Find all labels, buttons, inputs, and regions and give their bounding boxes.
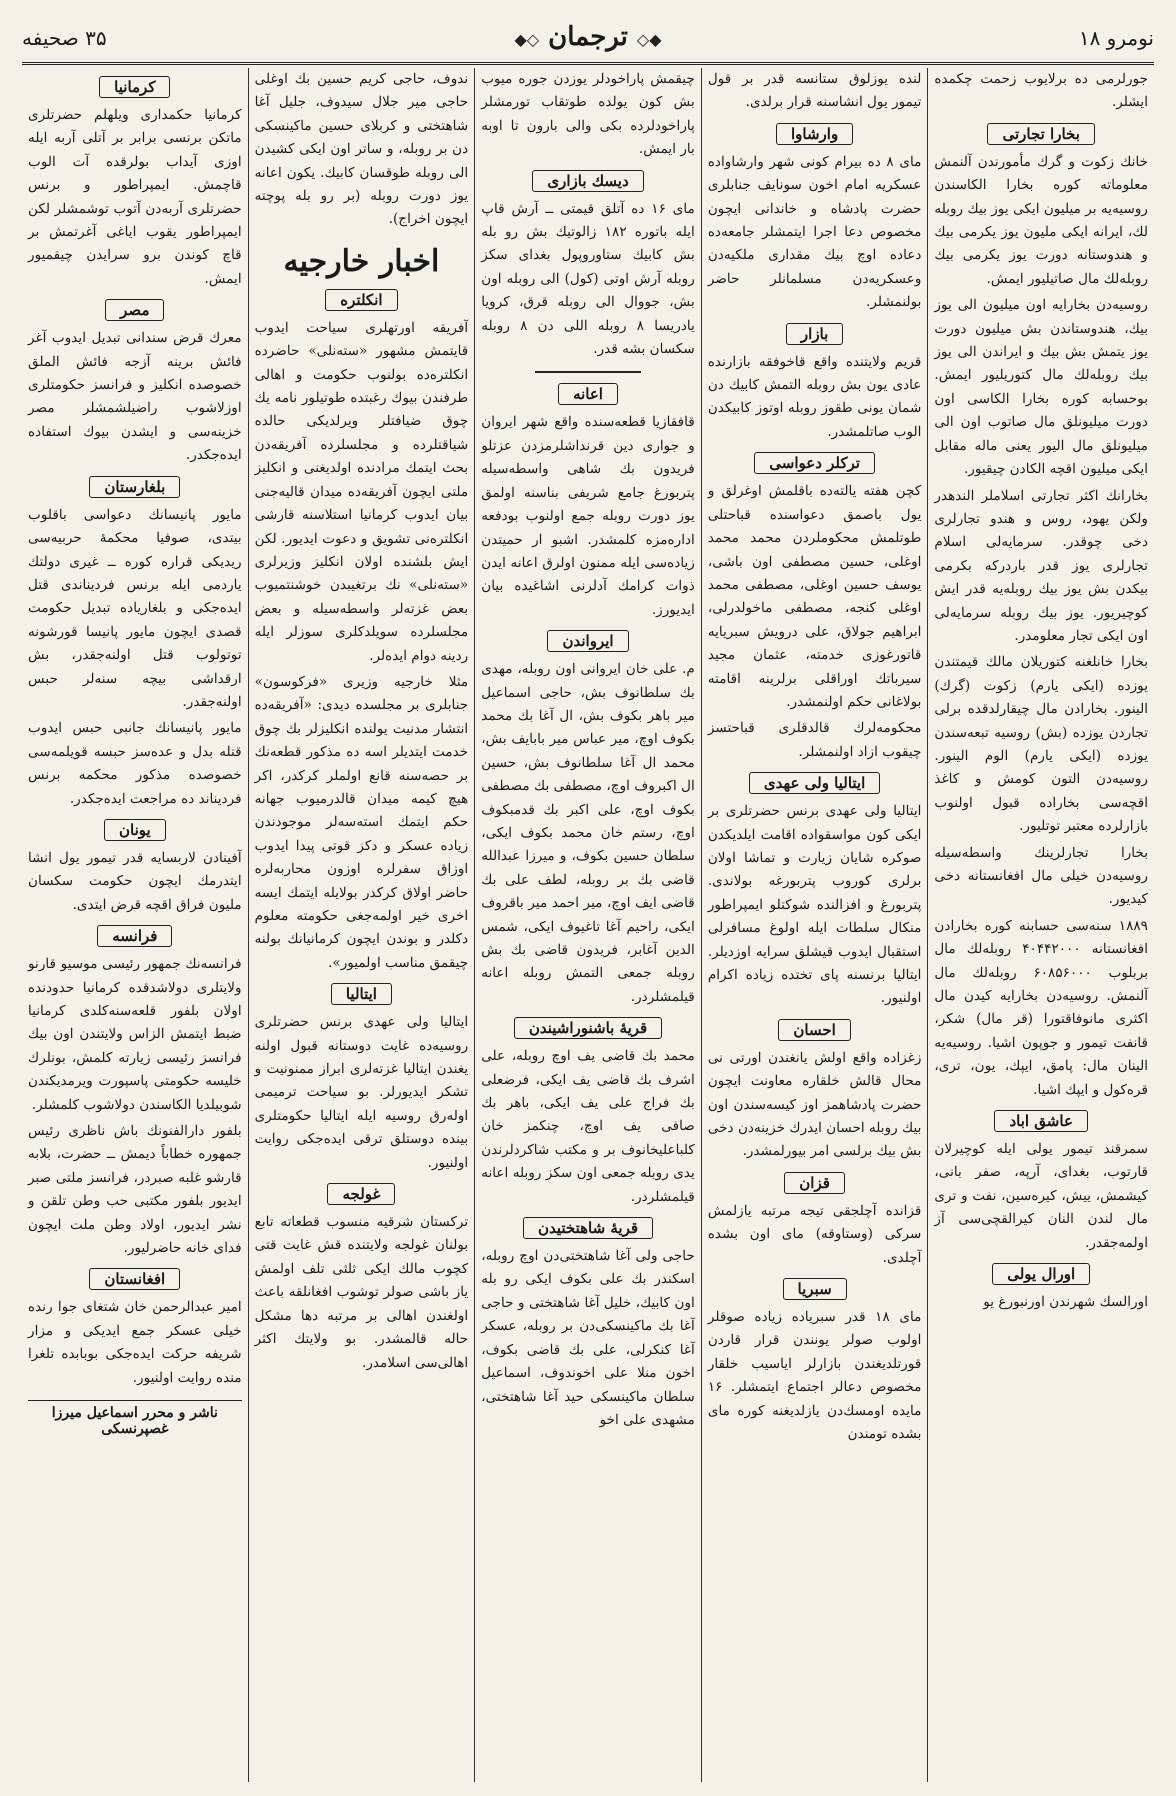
article-paragraph: سمرقند تیمور یولی ایله کوچیرلان قارتوب، بغدای، آرپه، صفر بانی، کیشمش، ییش، کیره‌سین، نفت و تری مال لندن النان کیرالقچی‌سی آز اولمه‌جقدر. [934, 1141, 1148, 1251]
section-heading: بخارا تجارتی [934, 123, 1148, 145]
article-paragraph: ترکستان شرقیه منسوب قطعاته تابع بولنان غولجه ولایتنده قش غایت قتی کچوب مالك ایکی ثلثی تلف اولمش یاز باشی صولر توشوب افغانلقه باعث اولغندن اهالی بر مرتبه دها مشکل حاله قالمشدر. بو ولایتك اکثر اهالی‌سی اسلامدر. [254, 1214, 469, 1371]
section-heading: قریهٔ باشنوراشیندن [481, 1017, 695, 1039]
article-paragraph: خانك زکوت و گرك مأمورندن آلنمش معلوماته کوره بخارا الکاسندن روسیه‌یه بر میلیون ایکی یوز بیك روبله لك، ایرانه ایکی ملیون یوز یکرمی بیك و هندوستانه دورت یوز یکرمی بیك روبله‌لك مال صاتیلیور ایمش. [934, 153, 1148, 287]
article-paragraph: بلفور دارالفنونك باش ناظری رئیس جمهوره خطاباً دیمش ــ حضرت، بلابه قارشو غلبه صبردر، فرانسز ملتی صبر ایدیور بلفور مکتبی حب وطن تلقن و نشر ایدیور، اولاد وطن ملت ایچون فدای خانه حاضرلیور. [28, 1123, 242, 1257]
newspaper-title-text: ترجمان [548, 22, 628, 52]
article-paragraph: زغزاده واقع اولش یانغندن اورتی نی محال قالش خلقاره معاونت ایچون حضرت پادشاهمز اوز کیسه‌سندن اون بیك روبله احسان ایدرك خزینه‌دن دخی بش بیك برلسی امر بیورلمشدر. [707, 1049, 922, 1160]
article-paragraph: ندوف، حاجی کریم حسین بك اوغلی حاجی میر جلال سیدوف، جلیل آغا شاهتختی و کربلای حسین ماکینسکی دن بر روبله، و ساتر اون ایکی کشیدن الی روبله طوقسان کابیك. یکون اعانه یوز دورت روبله (بر رو بله پوچته ایچون اخراج). [254, 71, 469, 228]
article-paragraph: قزانده آچلجقی تیجه مرتبه یازلمش سرکی (وستاوقه) مای اون بشده آچلدی. [707, 1202, 922, 1266]
section-heading: بازار [708, 323, 922, 345]
article-paragraph: روسیه‌دن بخارایه اون میلیون الی یوز بیك، هندوستاندن بش میلیون دورت یوز یتمش بش بیك و ایراندن الی یوز بیك روبله‌لك مال کتوریلیور ایمش. بوحسابه کوره بخارا الکاسی اون دورت میلیونلق مال صاتوب اون الی میلیونلق مال الیور یعنی ماله مقابل ایکی میلیون اقچه الکادن چیقیور. [934, 297, 1148, 478]
section-heading: غولجه [255, 1183, 469, 1205]
article-paragraph: م. علی خان ایروانی اون روبله، مهدی بك سلطانوف بش، حاجی اسماعیل میر باهر بکوف بش، ال آغا بك محمد بکوف اوچ، میر عباس میر بابایف بش، محمد ال آغا سلطانوف بش، حسین ال اکبروف اوچ، مصطفی بك مصطفی بکوف اوچ، علی اکبر بك قدمبکوف اوچ، رستم خان محمد بکوف ایکی، سلطان حسین بکوف، و میرزا عبدالله قاضی بك بر روبله، لطف علی بك قاضی ایف اوچ، میر احمد میر باقروف ایکی، راحیم آغا تاغیوف ایکی، شمس الدین آغابر، فریدون قاضی بك بش روبله جمعی التمش روبله اعانه قیلمشلردر. [481, 661, 695, 1005]
article-paragraph: بخارانك اکثر تجارتی اسلاملر الندهدر ولکن یهود، روس و هندو تجارلری دخی چوقدر. سرمایه‌لی اسلام تجارلری یوز قدر باردرکه بکرمی بیکدن بش یوز بیك روبله‌یه قدر ایش کوچیریور. یوز بیك روبله سرمایه‌لی اون ایکی تجار معلومدر. [934, 487, 1148, 644]
column-3 [474, 68, 701, 1782]
issue-number: نومرو ۱۸ [1078, 26, 1154, 50]
article-paragraph: آفینادن لاربسایه قدر تیمور یول انشا ایتدرمك ایچون حکومت سکسان ملیون فراق اقچه قرض ایتدی. [28, 849, 242, 913]
article-paragraph: مایور پانیسانك جانبی حبس ایدوب قتله بدل و عده‌سز حبسه قویلمه‌سی خصوصده مذکور محکمه برنس فردیناند ده مراجعت ایده‌جکدر. [28, 720, 242, 807]
divider [535, 371, 642, 373]
section-heading: اعانه [481, 383, 695, 405]
article-paragraph: کچن هفته یالته‌ده باقلمش اوغرلق و یول باصمق دعواسنده قباحتلی طوتلمش محکوملردن محمد محمد اوغلی، حسین مصطفی اون باشی، یوسف حسین اوغلی، مصطفی محمد اوغلی کنجه، مصطفی ماخولدرلی، ابراهیم جولاق، علی درویش سبریایه قاتورغوزی خدمته، عثمان مجید سیرباتك اوراقلی برلرینه اقامته بولاغانی حکم اولنمشدر. [707, 483, 922, 710]
section-heading: یونان [28, 819, 242, 841]
section-heading: سبریا [708, 1278, 922, 1300]
article-paragraph: محکومه‌لرك قالدقلری قباحتسز چیقوب ازاد اولنمشلر. [707, 720, 922, 760]
column-2 [701, 68, 928, 1782]
ornament-icon: ◆◇ [636, 30, 662, 49]
section-heading: ایتالیا ولی عهدی [708, 772, 922, 794]
article-paragraph: مایور پانیسانك دعواسی باقلوب بیتدی، صوفیا محکمهٔ حربیه‌سی ریدیکی قراره کوره ــ غیری دولتك یاردمی ایله برنس فردیناندی قتل ایده‌جکی و بلغاریاده تبدیل حکومت قصدی ایچون مایور پانیسا قورشونه توتولوب قتل اولنه‌جقدر، بش ارقداشی بیچه سنەلر حبس اولنه‌جقدر. [28, 506, 242, 710]
article-paragraph: چیقمش پاراخودلر یوزدن جوره میوب بش کون یولده طوتقاب تورمشلر پاراخودلرده بکی والی بارون تا اوبه بار ایمش. [481, 71, 695, 158]
section-heading: قریهٔ شاهتختیدن [481, 1217, 695, 1239]
publisher-line: ناشر و محرر اسماعیل میرزا غصپرنسکی [28, 1400, 242, 1437]
article-paragraph: حاجی ولی آغا شاهتختی‌دن اوچ روبله، اسکندر بك علی بکوف ایکی رو بله اون کابیك، خلیل آغا شاهتختی و حاجی آغا بك ماکینسکی‌دن بر روبله، عسکر آغا کنکرلی، علی بك قاضی بکوف، اخون منلا علی اخوندوف، اسماعیل سلطان ماکینسکی حید آغا شاهتختی، مشهدی علی اخو [481, 1248, 695, 1428]
masthead [22, 20, 1154, 65]
article-paragraph: اورالسك شهرندن اورنبورغ یو [983, 1294, 1148, 1311]
article-paragraph: کرمانیا حکمداری ویلهلم حضرتلری ماتکن برنسی برابر بر آتلی آربه ایله اوزی آیداب بولرقده آت الوب قاچمش. ایمپراطور و برنس حضرتلری آربه‌دن آتوب توشمشلر لکن ایمپراطور یقوب ایاغی آغرتمش بر قاچ کوندن برو سرایدن چیقمیور ایمش. [28, 107, 242, 287]
article-paragraph: لنده یوزلوق ستانسه قدر بر قول تیمور یول انشاسنه قرار برلدی. [707, 71, 922, 111]
page-number: ۳۵ صحیفه [22, 26, 107, 50]
section-heading: ایتالیا [255, 983, 469, 1005]
column-4 [248, 68, 475, 1782]
article-paragraph: آفریقه اورتهلری سیاحت ایدوب قایتمش مشهور «ستەنلی» حاضرده انکلترەده بولنوب حکومت و اهالی طرفندن بیوك رغبتده طوتیلور نامه یك چوق ضیافتلر ویرلدیکی حالده شیاقتلرده و مجلسلرده آفریقه‌دن بحث ایتمك مرادنده اولدیغنی و انکلیز ملتی ایچون آفریقه‌ده میدان قالیه‌جنی بیان ایدوب کرمانیا استلاسنه قارشی انکلتره‌نی تشویق و دعوت ایدیور. لکن ایش بلشنده اولان انکلیز وزیرلری «ستەنلی» نك برتغیبدن خوشنتمیوب بعض غزته‌لر واسطه‌سیله و بعض مجلسلرده سویلدکلری سوزلر ایله ردینه دوام ایدەلر. [254, 319, 469, 664]
article-paragraph: بخارا تجارلرینك واسطه‌سیله روسیه‌دن خیلی مال افغانستانه دخی کیدیور. [934, 844, 1148, 908]
article-paragraph: ایتالیا ولی عهدی برنس حضرتلری روسیه‌ده غایت دوستانه قبول اولنه یغندن ایتالیا غزته‌لری ابراز ممنونیت و تشکر ایدیورلر. بو سیاحت ترمیمی اولەرق روسیه ایله ایتالیا حکومتلری بینده دوستلق ترقی ایده‌جکی روایت اولنیور. [254, 1014, 469, 1171]
section-heading: ترکلر دعواسی [708, 452, 922, 474]
section-heading: عاشق اباد [934, 1110, 1148, 1132]
article-paragraph: ایتالیا ولی عهدی برنس حضرتلری بر ایکی کون مواسقواده اقامت ایلدیکدن صوکره شایان زیارت و تماشا اولان برلری کوروب پتربورغه بولاندی. پتربورغ و افزالنده شوکتلو ایمپراطور منکال سلطات ایله اولوغ مسافرلی استقبال ایدوب قیشلق سرایه اوزدیلر. ایتالیا برنسنه پای تختده زیاده اکرام اولنیور. [707, 803, 922, 1007]
section-heading: احسان [708, 1019, 922, 1041]
section-heading: کرمانیا [28, 76, 242, 98]
article-paragraph: بخارا خانلغنه کتوریلان مالك قیمتندن یوزده (ایکی یارم) زکوت (گرك) الینور. بخارادن مال چیقارلدقده برلی تجاردن یوزده (بش) روسیه تبعه‌سندن یوزده (ایکی یارم) الوم الینور. روسیه‌دن التون کومش و کاغذ اقچه‌سی بخاراده قبول اولنوب بازارلرده معتبر توتلیور. [934, 654, 1148, 835]
column-1 [927, 68, 1154, 1782]
newspaper-title [514, 22, 661, 52]
section-heading: بلغارستان [28, 476, 242, 498]
section-heading: اورال یولی [934, 1263, 1148, 1285]
columns [22, 68, 1154, 1782]
section-heading: دیسك بازاری [481, 170, 695, 192]
ornament-icon: ◇◆ [514, 30, 540, 49]
foreign-news-heading: اخبار خارجیه [283, 243, 440, 279]
article-paragraph: معرك قرض سندانی تبدیل ایدوب آغر فائش برینه آزجه فائش الملق خصوصده انکلیز و فرانسز حکومتلری اوزلاشوب راضیلشمشلر مصر خزینه‌سی و ایشدن بیوك استفاده ایده‌جکدر. [28, 330, 242, 464]
article-paragraph: ۱۸۸۹ سنه‌سی حسابنه کوره بخارادن افغانستانه ۴۰۴۴۲۰۰۰ روبله‌لك مال بربلوب ۶۰۸۵۶۰۰۰ روبله‌لك مال آلنمش. روسیه‌دن بخارایه کیدن مال اکثری مانوفاقتورا (قر مال) شکر، قانفت تیمور و جوپون اشیا. روسیه‌یه الینان مال: پامق، ایپك، یون، تری، قره‌کول و ایپك اشیا. [934, 917, 1148, 1098]
section-heading: انکلتره [255, 289, 469, 311]
article-paragraph: قافقازیا قطعه‌سنده واقع شهر ایروان و جواری دین قرنداشلرمزدن عزتلو فریدون بك شاهی واسطه‌سیله پتربورغ جامع شریفی بناسنه اولمق یوز دورت روبله جمع اولنوب بودفعه اداره‌مزه کلمشدر. اشبو ار حمیتدن زیاده‌سی ایله ممنون اولرق اعانه ایدن ذوات کرامك آدلرنی اشاغیده بیان ایدیورز. [481, 414, 695, 618]
article-paragraph: مای ۸ ده بیرام کونی شهر وارشاواده عسکریه امام اخون سونایف جنابلری حضرت پادشاه و خاندانی ایچون مخصوص دعا اجرا ایتمشلر جامعه‌ده دعاده اوچ بیك مقداری ملکیه‌دن وعسکریه‌دن مسلمانلر حاضر بولنمشلر. [707, 153, 922, 311]
article-paragraph: محمد بك قاضی یف اوچ روبله، علی اشرف بك قاضی یف ایکی، فرضعلی بك فراج علی یف ایکی، باهر بك صافی یف اوچ، چنکمز خان کلباعلیخانوف بر و مکتب شاکردلرندن یدی روبله جمعی اون سکز روبله اعانه قیلمشلردر. [481, 1048, 695, 1205]
section-heading: افغانستان [28, 1268, 242, 1290]
article-paragraph: مای ۱۸ قدر سبریاده زیاده صوقلر اولوب صولر یونندن قرار قاردن قورتلدیغندن بازارلر ایاسیب خلقار مخصوص دعالر اجتماع ایتمشلر. ۱۶ مایده اومسك‌دن یازلدیغنه کوره مای بشده تومندن [707, 1309, 922, 1443]
article-paragraph: مای ۱۶ ده آتلق قیمتی ــ آرش قاپ ایله باتوره ۱۸۲ زالوتیك بش رو بله بش کابیك ستاوروپول بغدای سکز روبله آرش اوتی (کول) الی روبله اون بش، جووال الی روبله قرق، کرویا یادریسا ۸ روبله اللی دن ۸ روبله سکسان بشه قدر. [481, 200, 695, 358]
section-heading: وارشاوا [708, 123, 922, 145]
article-paragraph: مثلا خارجیه وزیری «فرکوسون» جنابلری بر مجلسده دیدی: «آفریقه‌ده انتشار مدنیت یولنده انکلیزلر بك چوق خدمت ایتدیلر اسه ده مذکور قطعه‌نك بر حصه‌سنه قانع اولملر کرکدر، اکر هیچ کیمه میدان قالدرمیوب جهانه حکم ایتمك استه‌سه‌لر موجودندن زیاده عسکر و دکز قوتی پیدا ایدوب اوزاق سفرلره اوزون محاربه‌لره حاضر اولاق کرکدر بولایله ایتمك ایسه اخری خیر اولمه‌جغی حکومته معلوم دکلدر و بوندن ایچون کرمانیانك بولنه چیقمق مناسب اولمیور». [254, 673, 469, 971]
column-5 [22, 68, 248, 1782]
section-heading: مصر [28, 299, 242, 321]
article-paragraph: جورلرمی ده برلایوب زحمت چکمده ایشلر. [934, 71, 1148, 111]
section-heading: فرانسه [28, 925, 242, 947]
section-heading: ایرواندن [481, 630, 695, 652]
article-paragraph: فرانسه‌نك جمهور رئیسی موسیو قارنو ولایتلری دولاشدقده کرمانیا حدودنده اولان بلفور قلعه‌سنه‌کلدی کرمانیا ضبط ایتمش الزاس ولایتندن اون بیك فرانسز رئیسی زیارته کلمش، بونلرك خلیسه حکومتی پاسپورت ویرمدیکندن شوبیلدیا الکاسندن دولاشوب کلمشلر. [28, 956, 242, 1113]
section-heading: قزان [708, 1172, 922, 1194]
article-paragraph: امیر عبدالرحمن خان شتغای جوا رنده خیلی عسکر جمع ایدیکی و مزار شریفه حرکت ایده‌جکی بوبابده تلغرا منده روایت اولنیور. [28, 1299, 242, 1386]
article-paragraph: قریم ولایتنده واقع قاخوفقه بازارنده عادی یون بش روبله التمش کابیك دن شمان یونی طقوز روبله اوتوز کابیکدن الوب صاتلمشدر. [707, 353, 922, 440]
